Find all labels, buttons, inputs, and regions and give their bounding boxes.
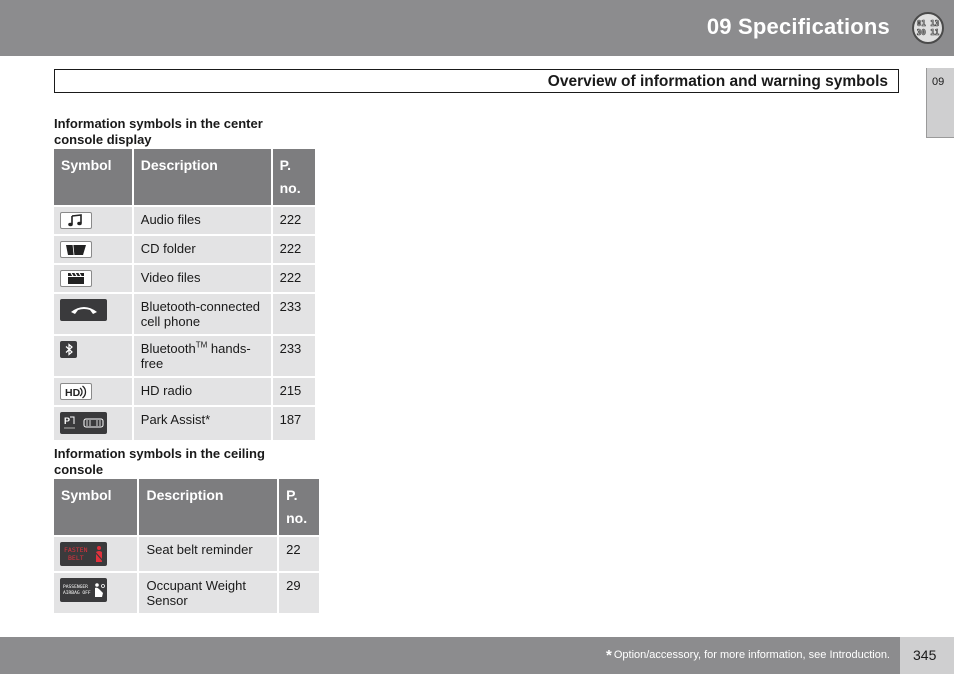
- chapter-digits-icon: [915, 17, 941, 39]
- table-header-row: [54, 479, 319, 535]
- column-header-description: Description: [139, 479, 277, 535]
- table-row: [54, 537, 319, 571]
- description-cell: Occupant Weight Sensor: [139, 573, 277, 613]
- page-number-cell: 29: [279, 573, 319, 613]
- chapter-side-tab-label: 09: [932, 76, 945, 88]
- svg-text:01 13: 01 13: [916, 19, 940, 28]
- page-number-cell: 22: [279, 537, 319, 571]
- svg-text:HD: HD: [65, 386, 81, 399]
- description-cell: CD folder: [134, 236, 271, 263]
- table-row: [54, 336, 315, 376]
- page-number-cell: 222: [273, 207, 315, 234]
- symbol-cell: [54, 407, 132, 440]
- column-header-description: Description: [134, 149, 271, 205]
- svg-text:BELT: BELT: [67, 554, 84, 562]
- symbol-cell: [54, 207, 132, 234]
- description-cell: [134, 336, 271, 376]
- video-clapper-icon: [60, 270, 92, 287]
- svg-text:30 11: 30 11: [916, 28, 940, 37]
- ceiling-console-heading: Information symbols in the ceiling console: [54, 446, 265, 477]
- chapter-badge-icon: [912, 12, 944, 44]
- column-header-symbol: Symbol: [54, 479, 137, 535]
- phone-handset-icon: [60, 299, 107, 321]
- footnote: [606, 647, 890, 664]
- svg-text:FASTEN: FASTEN: [63, 546, 87, 554]
- description-text: hands-free: [140, 341, 251, 371]
- page-number-box: [900, 637, 954, 674]
- center-console-heading: Information symbols in the center console display: [54, 116, 263, 147]
- description-cell: Bluetooth-connected cell phone: [134, 294, 271, 334]
- description-text: Bluetooth: [140, 341, 196, 356]
- footer-bar: [0, 637, 954, 674]
- section-title-box: [54, 69, 899, 93]
- page-number-cell: 222: [273, 265, 315, 292]
- svg-text:P: P: [63, 416, 70, 426]
- footnote-text: Option/accessory, for more information, see Introduction.: [613, 649, 890, 661]
- description-cell: Park Assist*: [134, 407, 271, 440]
- chapter-side-tab[interactable]: [926, 68, 954, 138]
- page-number: 345: [913, 647, 937, 663]
- footnote-star: *: [606, 647, 612, 664]
- occupant-weight-sensor-icon: [60, 578, 107, 602]
- symbol-cell: [54, 336, 132, 376]
- column-header-page: P. no.: [279, 479, 319, 535]
- table-row: [54, 265, 315, 292]
- svg-text:AIRBAG OFF: AIRBAG OFF: [62, 591, 91, 596]
- seat-belt-reminder-icon: [60, 542, 107, 566]
- page-number-cell: 233: [273, 294, 315, 334]
- chapter-title: 09 Specifications: [706, 14, 890, 39]
- bluetooth-icon: [60, 341, 77, 358]
- center-console-table: [52, 147, 317, 442]
- svg-text:PASSENGER: PASSENGER: [62, 585, 88, 590]
- table-row: [54, 378, 315, 405]
- table-row: [54, 294, 315, 334]
- park-assist-icon: [60, 412, 107, 434]
- cd-folder-icon: [60, 241, 92, 258]
- chapter-header-bar: [0, 0, 954, 56]
- page-number-cell: 187: [273, 407, 315, 440]
- symbol-cell: [54, 236, 132, 263]
- music-note-icon: [60, 212, 92, 229]
- column-header-symbol: Symbol: [54, 149, 132, 205]
- symbol-cell: [54, 537, 137, 571]
- table-row: [54, 207, 315, 234]
- page-number-cell: 233: [273, 336, 315, 376]
- table-row: [54, 573, 319, 613]
- description-cell: Video files: [134, 265, 271, 292]
- ceiling-console-table: [52, 477, 321, 615]
- table-row: [54, 236, 315, 263]
- section-title: Overview of information and warning symbols: [547, 73, 888, 90]
- hd-radio-icon: [60, 383, 92, 400]
- symbol-cell: [54, 265, 132, 292]
- symbol-cell: [54, 378, 132, 405]
- page-number-cell: 222: [273, 236, 315, 263]
- symbol-cell: [54, 294, 132, 334]
- column-header-page: P. no.: [273, 149, 315, 205]
- description-cell: Seat belt reminder: [139, 537, 277, 571]
- table-row: [54, 407, 315, 440]
- page-number-cell: 215: [273, 378, 315, 405]
- description-cell: HD radio: [134, 378, 271, 405]
- description-cell: Audio files: [134, 207, 271, 234]
- symbol-cell: [54, 573, 137, 613]
- table-header-row: [54, 149, 315, 205]
- trademark-superscript: TM: [195, 340, 208, 350]
